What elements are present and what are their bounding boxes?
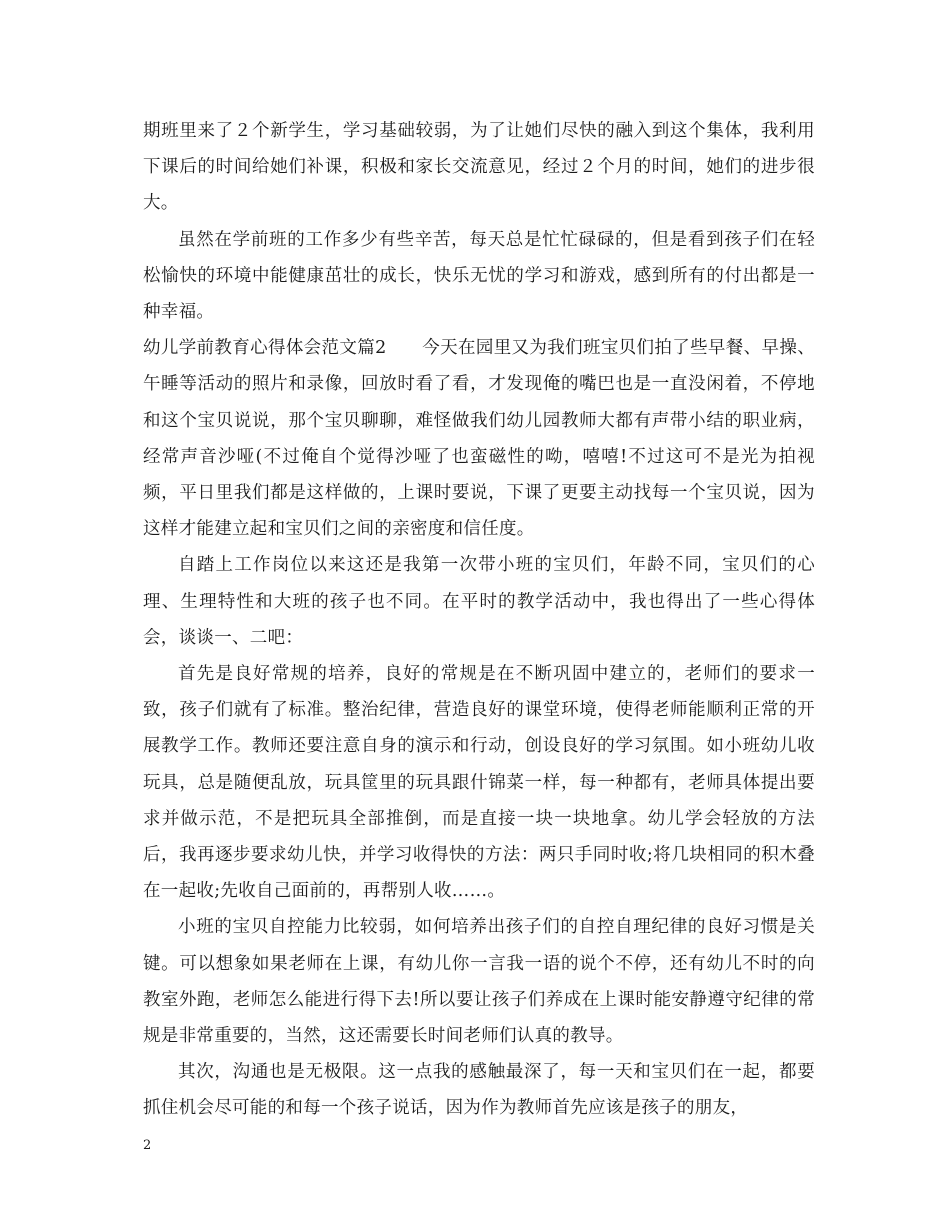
page-number: 2 (143, 1138, 152, 1153)
document-body (143, 113, 815, 1127)
paragraph: 其次，沟通也是无极限。这一点我的感触最深了，每一天和宝贝们在一起，都要抓住机会尽可能的和每一个孩子说话，因为作为教师首先应该是孩子的朋友， (143, 1062, 815, 1119)
paragraph: 小班的宝贝自控能力比较弱，如何培养出孩子们的自控自理纪律的良好习惯是关键。可以想象如果老师在上课，有幼儿你一言我一语的说个不停，还有幼儿不时的向教室外跑，老师怎么能进行得下去!所以要让孩子们养成在上课时能安静遵守纪律的常规是非常重要的，当然，这还需要长时间老师们认真的教导。 (143, 917, 815, 1047)
paragraph: 幼儿学前教育心得体会范文篇2 今天在园里又为我们班宝贝们拍了些早餐、早操、午睡等活动的照片和录像，回放时看了看，才发现俺的嘴巴也是一直没闲着，不停地和这个宝贝说说，那个宝贝聊聊，难怪做我们幼儿园教师大都有声带小结的职业病，经常声音沙哑(不过俺自个觉得沙哑了也蛮磁性的呦，嘻嘻!不过这可不是光为拍视频，平日里我们都是这样做的，上课时要说，下课了更要主动找每一个宝贝说，因为这样才能建立起和宝贝们之间的亲密度和信任度。 (143, 338, 815, 540)
paragraph: 期班里来了２个新学生，学习基础较弱，为了让她们尽快的融入到这个集体，我利用下课后的时间给她们补课，积极和家长交流意见，经过２个月的时间，她们的进步很大。 (143, 121, 815, 214)
paragraph: 首先是良好常规的培养，良好的常规是在不断巩固中建立的，老师们的要求一致，孩子们就有了标准。整治纪律，营造良好的课堂环境，使得老师能顺利正常的开展教学工作。教师还要注意自身的演示和行动，创设良好的学习氛围。如小班幼儿收玩具，总是随便乱放，玩具筐里的玩具跟什锦菜一样，每一种都有，老师具体提出要求并做示范，不是把玩具全部推倒，而是直接一块一块地拿。幼儿学会轻放的方法后，我再逐步要求幼儿快，并学习收得快的方法：两只手同时收;将几块相同的积木叠在一起收;先收自己面前的，再帮别人收……。 (143, 664, 815, 902)
paragraph: 虽然在学前班的工作多少有些辛苦，每天总是忙忙碌碌的，但是看到孩子们在轻松愉快的环境中能健康茁壮的成长，快乐无忧的学习和游戏，感到所有的付出都是一种幸福。 (143, 229, 815, 323)
paragraph: 自踏上工作岗位以来这还是我第一次带小班的宝贝们，年龄不同，宝贝们的心理、生理特性和大班的孩子也不同。在平时的教学活动中，我也得出了一些心得体会，谈谈一、二吧： (143, 555, 815, 648)
